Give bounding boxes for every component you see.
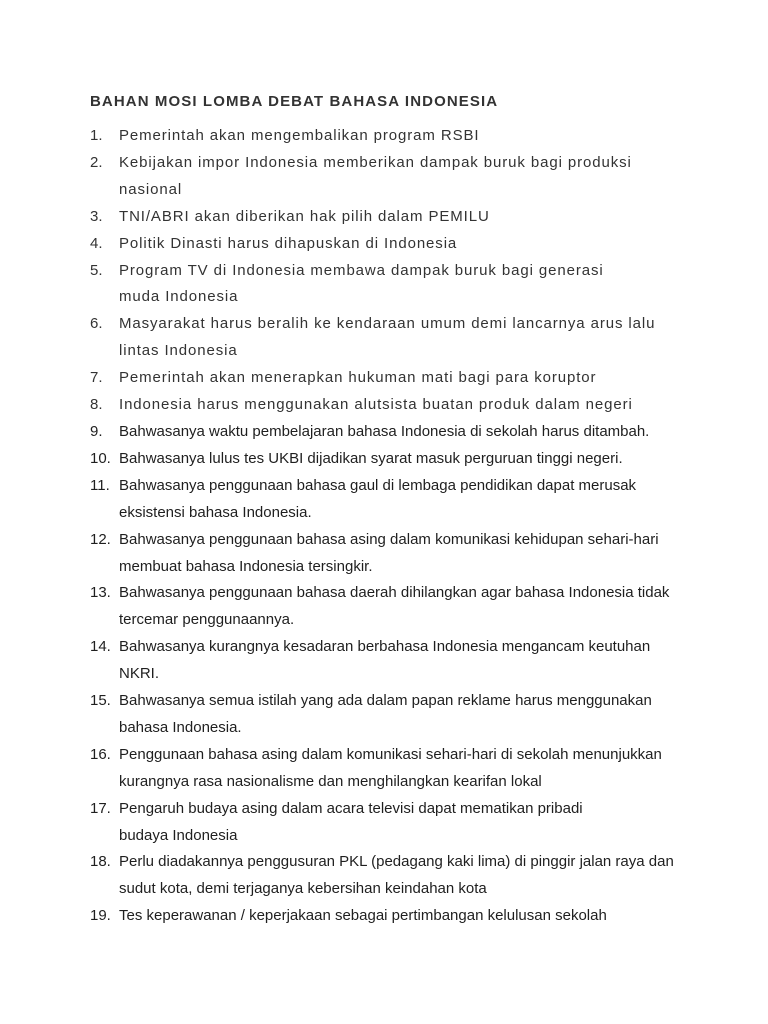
item-number: 14. — [90, 638, 111, 656]
item-number: 5. — [90, 261, 103, 279]
item-text: Penggunaan bahasa asing dalam komunikasi sehari-hari di sekolah menunjukkan kurangnya rasa nasionalisme dan menghilangkan kearifan lokal — [119, 745, 662, 790]
item-text: Pemerintah akan mengembalikan program RSBI — [119, 127, 480, 144]
list-item — [90, 796, 589, 850]
item-text: Masyarakat harus beralih ke kendaraan umum demi lancarnya arus lalu lintas Indonesia — [119, 315, 656, 360]
item-text: TNI/ABRI akan diberikan hak pilih dalam PEMILU — [119, 207, 490, 225]
item-text: Tes keperawanan / keperjakaan sebagai pertimbangan kelulusan sekolah — [119, 907, 607, 925]
item-number: 9. — [90, 422, 103, 440]
item-text: Bahwasanya penggunaan bahasa asing dalam komunikasi kehidupan sehari-hari membuat bahasa Indonesia tersingkir. — [119, 530, 659, 575]
list-item — [90, 392, 690, 419]
list-item — [90, 742, 669, 796]
item-text: Politik Dinasti harus dihapuskan di Indonesia — [119, 234, 458, 252]
list-item — [90, 580, 679, 634]
list-item — [90, 311, 659, 365]
item-text: Program TV di Indonesia membawa dampak buruk bagi generasi muda Indonesia — [119, 261, 604, 306]
item-number: 18. — [90, 853, 111, 871]
item-number: 7. — [90, 369, 103, 387]
item-text: Bahwasanya penggunaan bahasa daerah dihilangkan agar bahasa Indonesia tidak tercemar penggunaannya. — [119, 584, 670, 629]
item-text: Bahwasanya lulus tes UKBI dijadikan syarat masuk perguruan tinggi negeri. — [119, 449, 623, 467]
motion-list — [90, 123, 690, 930]
item-text: Indonesia harus menggunakan alutsista buatan produk dalam negeri — [119, 396, 633, 414]
item-number: 17. — [90, 799, 111, 817]
item-number: 2. — [90, 153, 103, 171]
item-number: 19. — [90, 907, 111, 925]
list-item — [90, 258, 649, 312]
list-item — [90, 150, 639, 204]
list-item — [90, 365, 690, 392]
item-text: Perlu diadakannya penggusuran PKL (pedagang kaki lima) di pinggir jalan raya dan sudut kota, demi terjaganya kebersihan keindahan kota — [119, 853, 674, 898]
item-number: 12. — [90, 530, 111, 548]
list-item — [90, 231, 690, 258]
item-text: Pengaruh budaya asing dalam acara televisi dapat mematikan pribadi budaya Indonesia — [119, 799, 583, 844]
item-number: 8. — [90, 396, 103, 414]
page-title: BAHAN MOSI LOMBA DEBAT BAHASA INDONESIA — [90, 93, 499, 110]
item-number: 11. — [90, 476, 110, 494]
item-text: Bahwasanya penggunaan bahasa gaul di lembaga pendidikan dapat merusak eksistensi bahasa Indonesia. — [119, 476, 637, 521]
list-item — [90, 473, 644, 527]
item-number: 4. — [90, 234, 103, 252]
list-item — [90, 204, 690, 231]
item-number: 13. — [90, 584, 111, 602]
item-number: 15. — [90, 692, 111, 710]
item-text: Bahwasanya waktu pembelajaran bahasa Indonesia di sekolah harus ditambah. — [119, 422, 650, 440]
item-number: 1. — [90, 127, 103, 144]
item-text: Kebijakan impor Indonesia memberikan dampak buruk bagi produksi nasional — [119, 153, 632, 198]
item-number: 3. — [90, 207, 103, 225]
item-text: Bahwasanya kurangnya kesadaran berbahasa Indonesia mengancam keutuhan NKRI. — [119, 638, 651, 683]
item-number: 16. — [90, 745, 111, 763]
list-item — [90, 527, 664, 581]
item-text: Bahwasanya semua istilah yang ada dalam papan reklame harus menggunakan bahasa Indonesia. — [119, 692, 652, 736]
list-item — [90, 849, 709, 903]
list-item — [90, 419, 690, 446]
item-number: 6. — [90, 315, 103, 333]
item-number: 10. — [90, 449, 111, 467]
list-item — [90, 446, 690, 473]
list-item — [90, 688, 659, 742]
list-item — [90, 634, 659, 688]
list-item — [90, 903, 690, 930]
list-item — [90, 123, 690, 150]
item-text: Pemerintah akan menerapkan hukuman mati bagi para koruptor — [119, 369, 597, 387]
